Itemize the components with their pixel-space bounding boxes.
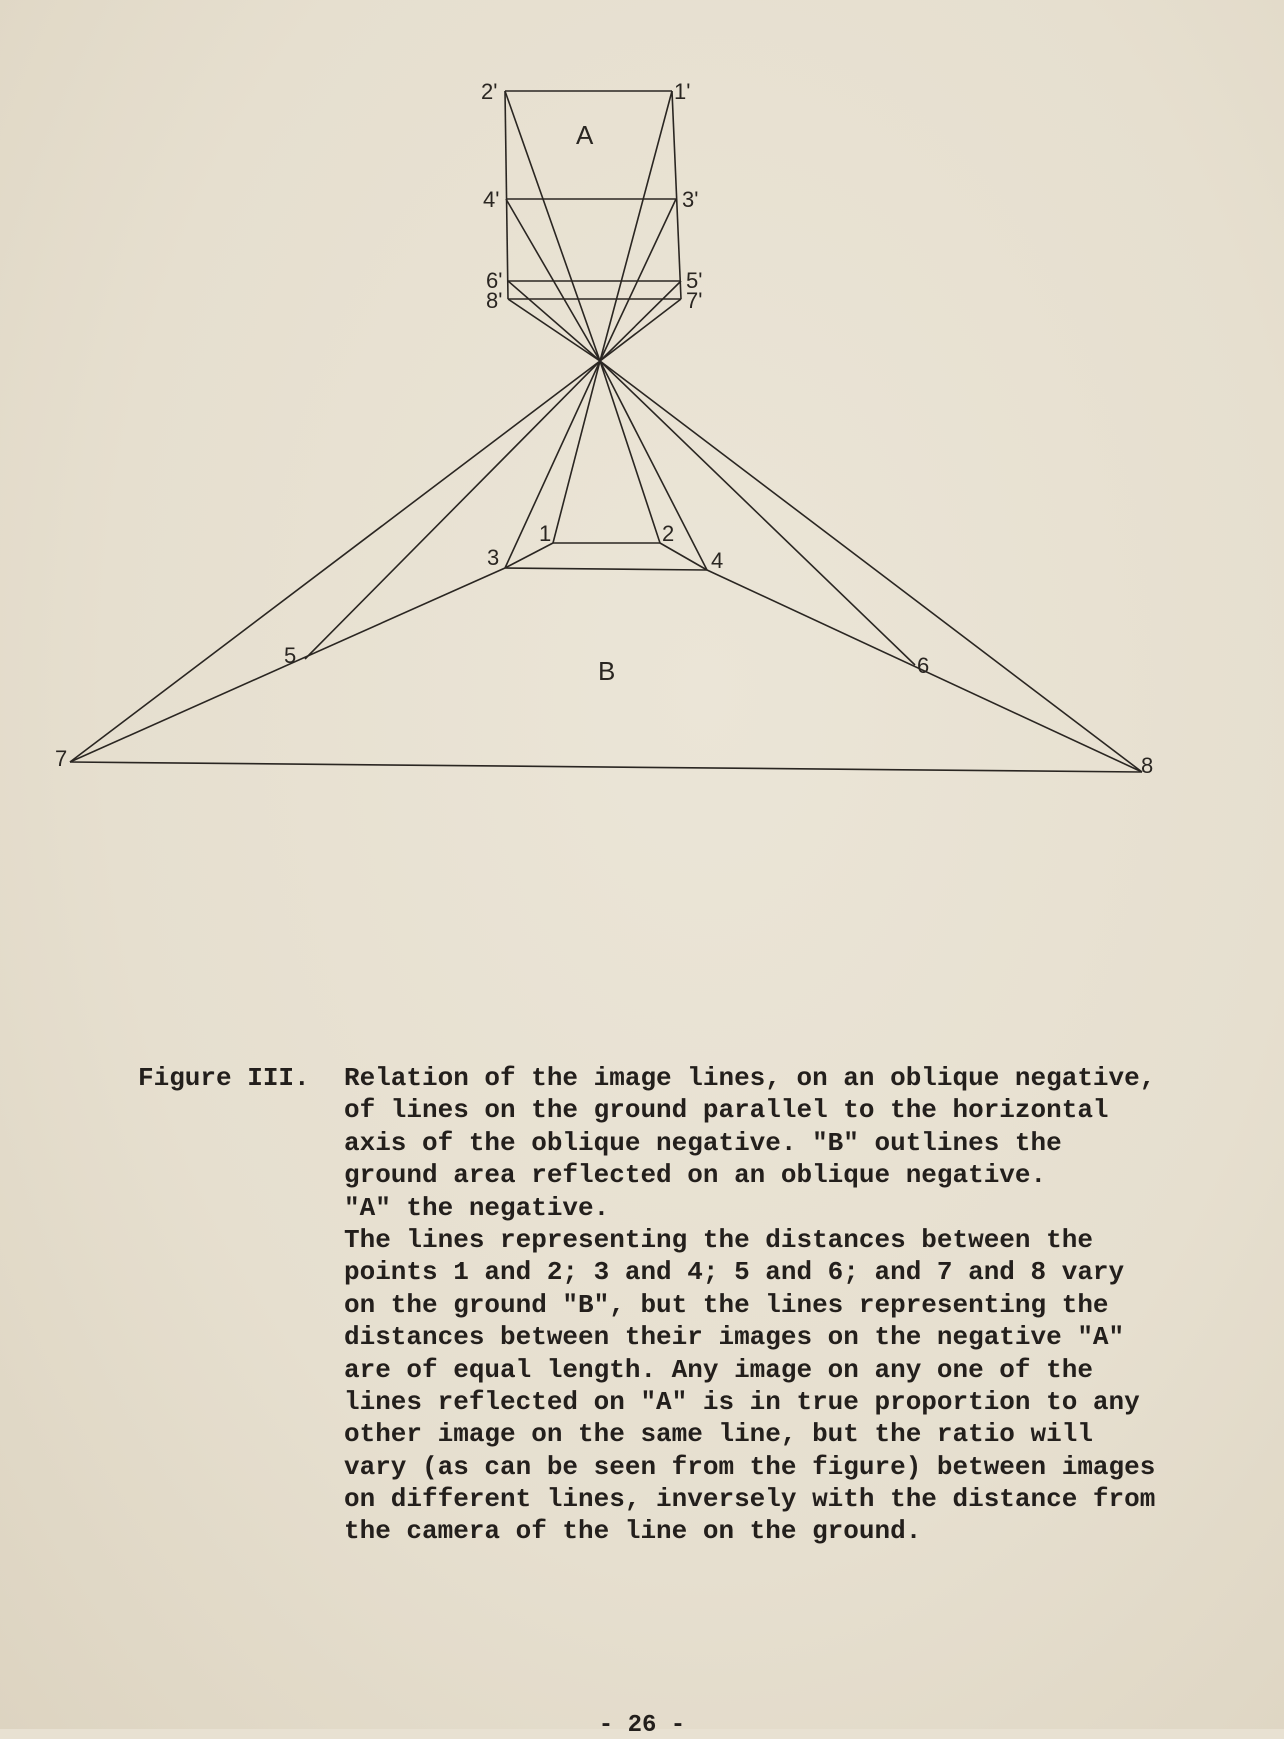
point-label-1: 1 [539,521,552,546]
point-label-2: 2 [662,521,675,546]
ray-4 [600,361,707,570]
point-label-5prime: 5' [686,268,703,293]
caption-line: axis of the oblique negative. "B" outlines the [344,1127,1062,1158]
ray-5 [305,361,600,659]
point-label-7prime: 7' [686,288,703,313]
point-label-1prime: 1' [674,79,691,104]
ray-4prime [506,199,600,361]
ray-1 [553,361,600,543]
figure-caption-label: Figure III. [138,1063,310,1093]
caption-line: of lines on the ground parallel to the horizontal [344,1095,1109,1126]
ray-8prime [508,299,600,361]
caption-line: distances between their images on the negative "A" [344,1322,1125,1353]
point-label-3: 3 [487,545,500,570]
negative-right-edge [672,91,681,299]
caption-line: other image on the same line, but the ratio will [344,1419,1093,1450]
caption-line: lines reflected on "A" is in true proportion to any [344,1386,1140,1417]
figure-caption-text [344,1062,1224,1548]
negative-left-edge [505,91,508,299]
point-label-6: 6 [917,653,930,678]
ray-5prime [600,281,681,361]
caption-line: ground area reflected on an oblique negative. [344,1160,1047,1191]
point-label-8prime: 8' [486,288,503,313]
page-number: - 26 - [598,1712,686,1739]
ray-6 [600,361,915,665]
ground-edge-1-3 [505,543,553,568]
caption-line: on different lines, inversely with the distance from [344,1484,1156,1515]
point-label-4: 4 [711,548,724,573]
ray-7 [70,361,600,762]
point-label-8: 8 [1141,753,1154,778]
caption-line: "A" the negative. [344,1192,610,1223]
point-label-4prime: 4' [483,187,500,212]
region-label-b: B [598,656,616,686]
ground-line-7-8 [70,762,1142,772]
ray-8 [600,361,1142,772]
ray-3 [505,361,600,568]
point-label-3prime: 3' [682,187,699,212]
caption-line: vary (as can be seen from the figure) between images [344,1451,1156,1482]
ray-7prime [600,299,681,361]
region-label-a: A [576,120,594,150]
point-label-6prime: 6' [486,268,503,293]
caption-line: The lines representing the distances between the [344,1224,1093,1255]
ground-line-3-4 [505,568,707,570]
point-label-7: 7 [55,746,68,771]
caption-line: Relation of the image lines, on an oblique negative, [344,1063,1156,1093]
caption-line: points 1 and 2; 3 and 4; 5 and 6; and 7 and 8 vary [344,1257,1125,1288]
caption-line: are of equal length. Any image on any one of the [344,1354,1093,1385]
point-label-5: 5 [284,643,297,668]
ray-2 [600,361,660,543]
caption-line: the camera of the line on the ground. [344,1516,922,1547]
ray-3prime [600,199,676,361]
ray-1prime [600,91,672,361]
point-label-2prime: 2' [481,79,498,104]
caption-line: on the ground "B", but the lines representing the [344,1289,1109,1320]
